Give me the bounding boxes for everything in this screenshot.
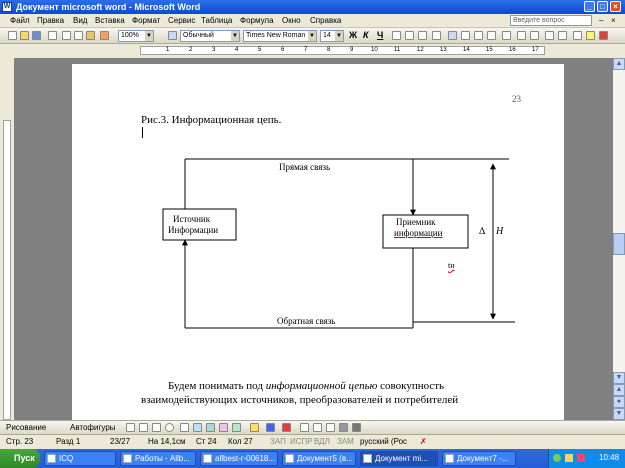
h-label: H — [496, 226, 504, 237]
next-page-icon[interactable]: ▼ — [613, 408, 625, 420]
vertical-ruler-strip — [3, 120, 11, 420]
menu-table[interactable]: Таблица — [201, 16, 233, 25]
start-button[interactable]: Пуск — [0, 449, 40, 468]
font-color-icon[interactable] — [599, 31, 608, 40]
close-button[interactable]: × — [610, 1, 621, 12]
title-bar — [0, 0, 625, 14]
decrease-indent-icon[interactable] — [545, 31, 554, 40]
ruler-number: 3 — [212, 47, 216, 53]
status-extend[interactable]: ВДЛ — [314, 437, 330, 446]
chevron-down-icon: ▼ — [232, 33, 238, 39]
dash-style-icon[interactable] — [313, 423, 322, 432]
clipart-icon[interactable] — [219, 423, 228, 432]
status-pages: 23/27 — [110, 437, 131, 446]
status-column: Кол 27 — [228, 437, 253, 446]
ruler-number: 9 — [350, 47, 354, 53]
ruler-number: 5 — [258, 47, 262, 53]
menu-window[interactable]: Окно — [282, 16, 301, 25]
system-tray — [548, 449, 625, 468]
tray-security-icon[interactable] — [577, 454, 585, 462]
browse-object-icon[interactable]: ● — [613, 396, 625, 408]
text-effects-icon[interactable] — [432, 31, 441, 40]
subscript-icon[interactable] — [405, 31, 414, 40]
ruler-number: 4 — [235, 47, 239, 53]
status-position: На 14,1см — [148, 437, 186, 446]
status-language: русский (Рос — [360, 437, 408, 446]
arrow-style-icon[interactable] — [326, 423, 335, 432]
ruler-number: 10 — [371, 47, 378, 53]
menu-formula[interactable]: Формула — [240, 16, 274, 25]
align-left-icon[interactable] — [448, 31, 457, 40]
italic-button[interactable]: К — [363, 30, 369, 40]
numbering-icon[interactable] — [517, 31, 526, 40]
paste-icon[interactable] — [86, 31, 95, 40]
ruler-number: 14 — [463, 47, 470, 53]
body-paragraph-line-1 — [168, 380, 444, 392]
feedback-label: Обратная связь — [277, 316, 336, 326]
line-spacing-icon[interactable] — [502, 31, 511, 40]
ruler-number: 13 — [440, 47, 447, 53]
menu-bar — [0, 14, 625, 28]
receiver-label-2: информации — [394, 228, 443, 238]
tn-label: tн — [448, 261, 455, 270]
browser-icon — [123, 454, 132, 463]
task-label: Документ7 -... — [457, 454, 509, 463]
task-label: Документ5 (в... — [297, 454, 353, 463]
spelling-status-icon[interactable]: ✗ — [420, 437, 427, 446]
vertical-scrollbar[interactable] — [613, 58, 625, 420]
ruler-number: 2 — [189, 47, 193, 53]
chevron-down-icon: ▼ — [146, 33, 152, 39]
toolbar — [0, 28, 625, 44]
minimize-button[interactable]: _ — [584, 1, 595, 12]
style-value: Обычный — [183, 32, 214, 39]
font-select[interactable] — [243, 30, 317, 42]
status-record[interactable]: ЗАП — [270, 437, 286, 446]
shadow-icon[interactable] — [339, 423, 348, 432]
taskbar-item-active-doc[interactable] — [360, 451, 438, 466]
source-label-2: Информации — [168, 225, 219, 235]
bold-button[interactable]: Ж — [349, 30, 358, 40]
oval-tool-icon[interactable] — [165, 423, 174, 432]
ruler-strip — [140, 46, 545, 55]
taskbar-item-doc5[interactable] — [282, 451, 356, 466]
scroll-down-icon[interactable]: ▼ — [613, 372, 625, 384]
font-size-value: 14 — [323, 32, 331, 39]
ruler-number: 16 — [509, 47, 516, 53]
horizontal-ruler[interactable] — [0, 44, 625, 58]
paragraph-text: совокупность — [377, 380, 445, 392]
forward-link-label: Прямая связь — [279, 162, 331, 172]
document-area[interactable] — [14, 58, 613, 420]
status-bar — [0, 434, 625, 448]
status-section: Разд 1 — [56, 437, 81, 446]
taskbar-item-allbest[interactable] — [200, 451, 278, 466]
menu-file[interactable]: Файл — [10, 16, 30, 25]
tray-clock[interactable]: 10:48 — [599, 453, 620, 462]
previous-page-icon[interactable]: ▲ — [613, 384, 625, 396]
word-app-icon: W — [3, 3, 11, 10]
zoom-select[interactable] — [118, 30, 154, 42]
windows-taskbar — [0, 449, 625, 468]
format-painter-icon[interactable] — [100, 31, 109, 40]
underline-button[interactable]: Ч — [377, 30, 384, 40]
ruler-number: 6 — [281, 47, 285, 53]
doc-close-button[interactable]: × — [611, 16, 616, 25]
word-doc-icon — [363, 454, 372, 463]
information-chain-diagram — [72, 64, 564, 420]
word-doc-icon — [285, 454, 294, 463]
ruler-number: 12 — [417, 47, 424, 53]
strike-icon[interactable] — [418, 31, 427, 40]
drawing-toolbar — [0, 420, 625, 434]
rectangle-tool-icon[interactable] — [152, 423, 161, 432]
cut-icon[interactable] — [62, 31, 71, 40]
picture-icon[interactable] — [232, 423, 241, 432]
doc-minimize-button[interactable]: – — [599, 16, 604, 25]
word-doc-icon — [203, 454, 212, 463]
maximize-button[interactable]: □ — [597, 1, 608, 12]
font-color-draw-icon[interactable] — [282, 423, 291, 432]
style-select[interactable] — [180, 30, 240, 42]
diagram-icon[interactable] — [206, 423, 215, 432]
highlight-icon[interactable] — [586, 31, 595, 40]
borders-icon[interactable] — [573, 31, 582, 40]
task-label: Документ mi... — [375, 454, 428, 463]
autoshapes-button[interactable]: Автофигуры — [70, 423, 116, 432]
increase-indent-icon[interactable] — [558, 31, 567, 40]
ruler-number: 7 — [304, 47, 308, 53]
line-tool-icon[interactable] — [126, 423, 135, 432]
tray-network-icon[interactable] — [553, 454, 561, 462]
draw-menu-button[interactable]: Рисование — [6, 423, 47, 432]
page-number: 23 — [512, 94, 521, 104]
task-label: Работы - Allb... — [135, 454, 190, 463]
taskbar-item-doc7[interactable] — [442, 451, 516, 466]
delta-symbol: ∆ — [479, 226, 486, 237]
ruler-number: 17 — [532, 47, 539, 53]
figure-caption: Рис.3. Информационная цепь. — [141, 114, 282, 126]
fill-color-icon[interactable] — [250, 423, 259, 432]
paragraph-text: Будем понимать под — [168, 380, 266, 392]
ruler-number: 11 — [394, 47, 401, 53]
taskbar-item-browser[interactable] — [120, 451, 196, 466]
print-icon[interactable] — [48, 31, 57, 40]
arrow-tool-icon[interactable] — [139, 423, 148, 432]
wordart-icon[interactable] — [193, 423, 202, 432]
taskbar-item-icq[interactable] — [44, 451, 116, 466]
word-doc-icon — [445, 454, 454, 463]
menu-format[interactable]: Формат — [132, 16, 161, 25]
align-center-icon[interactable] — [461, 31, 470, 40]
menu-tools[interactable]: Сервис — [168, 16, 196, 25]
menu-insert[interactable]: Вставка — [95, 16, 125, 25]
align-right-icon[interactable] — [474, 31, 483, 40]
align-justify-icon[interactable] — [487, 31, 496, 40]
scroll-up-icon[interactable]: ▲ — [613, 58, 625, 70]
status-line: Ст 24 — [196, 437, 217, 446]
textbox-tool-icon[interactable] — [180, 423, 189, 432]
open-folder-icon[interactable] — [20, 31, 29, 40]
window-title: Документ microsoft word - Microsoft Word — [16, 2, 201, 12]
menu-edit[interactable]: Правка — [37, 16, 65, 25]
status-page: Стр. 23 — [6, 437, 34, 446]
bullets-icon[interactable] — [530, 31, 539, 40]
receiver-label-1: Приемник — [396, 217, 436, 227]
tray-volume-icon[interactable] — [565, 454, 573, 462]
help-search-input[interactable]: Введите вопрос — [510, 15, 592, 26]
source-label-1: Источник — [173, 214, 211, 224]
line-color-icon[interactable] — [266, 423, 275, 432]
menu-view[interactable]: Вид — [73, 16, 88, 25]
scroll-thumb[interactable] — [613, 233, 625, 255]
superscript-icon[interactable] — [392, 31, 401, 40]
body-paragraph-line-2: взаимодействующих источников, преобразователей и потребителей — [141, 394, 459, 406]
ruler-number: 1 — [166, 47, 170, 53]
styles-pane-icon[interactable] — [168, 31, 177, 40]
task-label: allbest-r-00618... — [215, 454, 276, 463]
3d-icon[interactable] — [352, 423, 361, 432]
new-document-icon[interactable] — [8, 31, 17, 40]
line-style-icon[interactable] — [300, 423, 309, 432]
save-icon[interactable] — [32, 31, 41, 40]
zoom-value: 100% — [121, 32, 139, 39]
ruler-number: 15 — [486, 47, 493, 53]
icq-icon — [47, 454, 56, 463]
document-page[interactable] — [72, 64, 564, 420]
status-track[interactable]: ИСПР — [290, 437, 313, 446]
status-overtype[interactable]: ЗАМ — [337, 437, 354, 446]
vertical-ruler[interactable] — [0, 60, 14, 430]
font-value: Times New Roman — [246, 32, 306, 39]
chevron-down-icon: ▼ — [309, 33, 315, 39]
ruler-number: 8 — [327, 47, 331, 53]
task-label: ICQ — [59, 454, 74, 463]
menu-help[interactable]: Справка — [310, 16, 342, 25]
copy-icon[interactable] — [74, 31, 83, 40]
paragraph-italic-term: информационной цепью — [265, 380, 378, 392]
chevron-down-icon: ▼ — [336, 33, 342, 39]
font-size-select[interactable] — [320, 30, 344, 42]
